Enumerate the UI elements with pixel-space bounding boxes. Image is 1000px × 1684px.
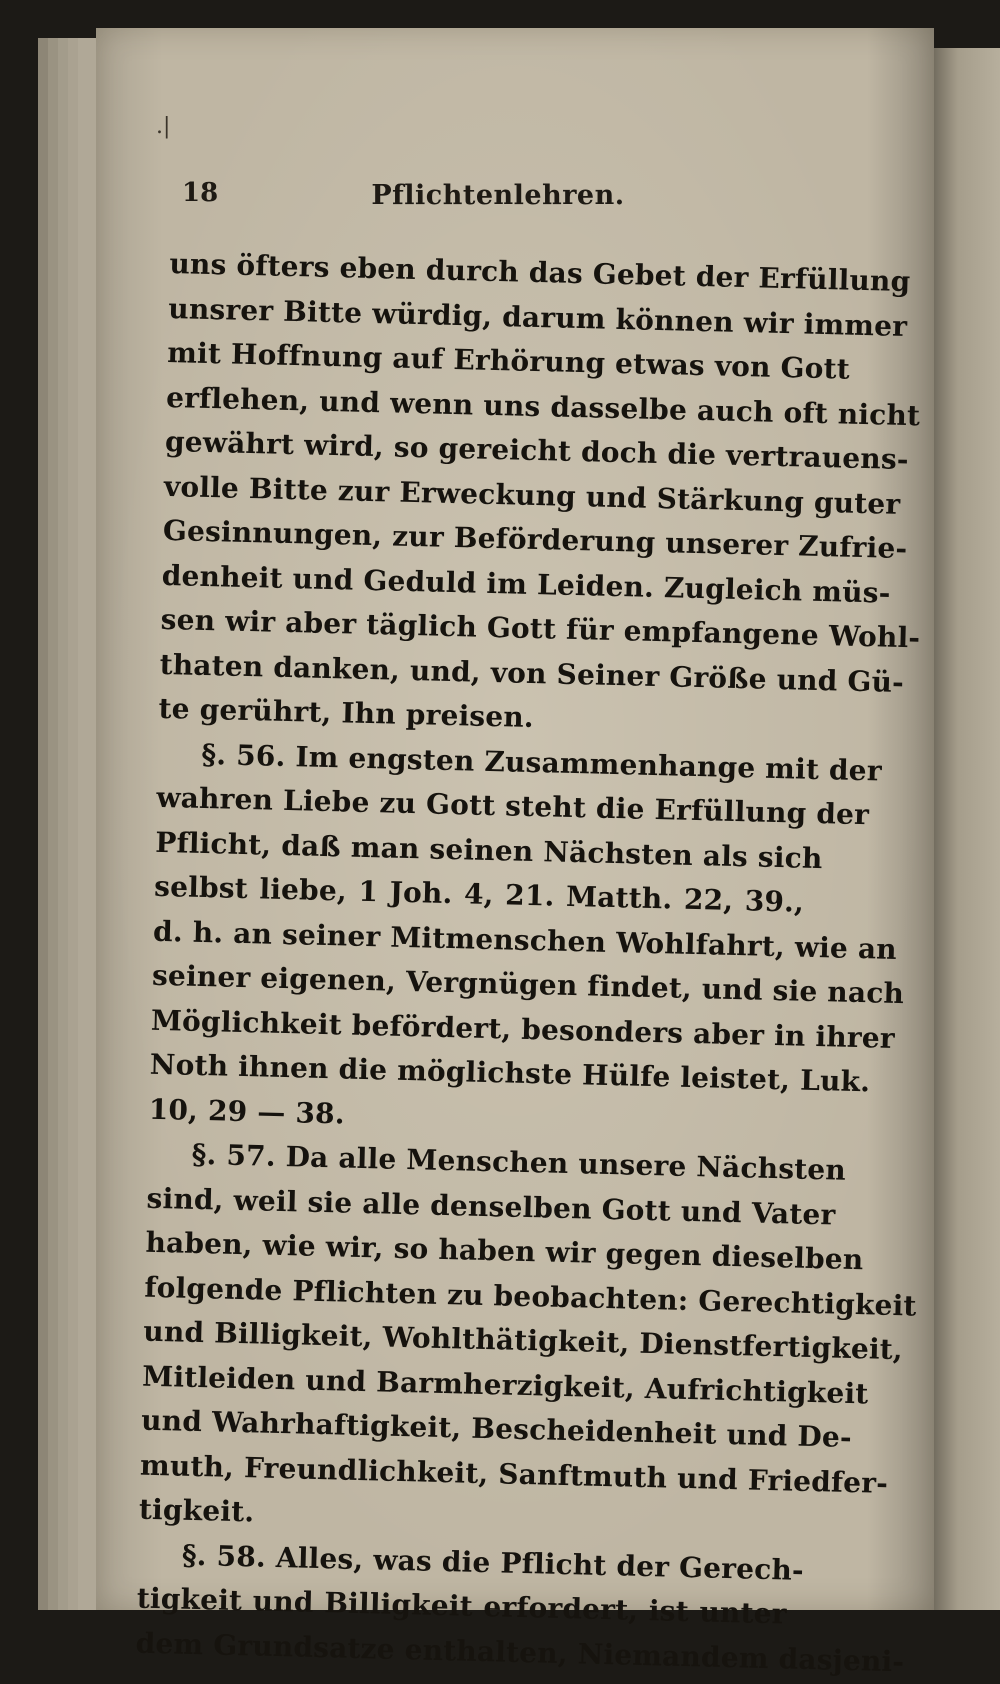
text-line: erflehen, und wenn uns dasselbe auch oft nicht <box>165 380 921 432</box>
body-text <box>135 242 921 1681</box>
text-line: seiner eigenen, Vergnügen findet, und sie nach <box>151 958 905 1011</box>
text-line: thaten danken, und, von Seiner Größe und Gü- <box>159 647 905 699</box>
text-line: uns öfters eben durch das Gebet der Erfüllung <box>169 246 911 299</box>
text-line: §. 57. Da alle Menschen unsere Nächsten <box>191 1137 847 1187</box>
text-line: tigkeit. <box>138 1492 255 1529</box>
text-line: muth, Freundlichkeit, Sanftmuth und Friedfer- <box>139 1448 889 1500</box>
text-line: haben, wie wir, so haben wir gegen dieselben <box>145 1225 864 1277</box>
text-line: volle Bitte zur Erweckung und Stärkung guter <box>163 469 901 521</box>
text-line: §. 56. Im engsten Zusammenhange mit der <box>201 737 883 788</box>
text-line: und Wahrhaftigkeit, Bescheidenheit und De- <box>140 1403 853 1455</box>
text-line: und Billigkeit, Wohlthätigkeit, Dienstfertigkeit, <box>142 1314 904 1367</box>
text-line: Pflicht, daß man seinen Nächsten als sich <box>154 825 823 875</box>
text-line: Mitleiden und Barmherzigkeit, Aufrichtigkeit <box>141 1359 869 1410</box>
text-line: sen wir aber täglich Gott für empfangene Wohl- <box>160 602 921 655</box>
text-line: mit Hoffnung auf Erhörung etwas von Gott <box>166 335 851 386</box>
running-title: Pflichtenlehren. <box>371 180 625 211</box>
text-line: folgende Pflichten zu beobachten: Gerechtigkeit <box>144 1270 917 1323</box>
text-line: Noth ihnen die möglichste Hülfe leistet, Luk. <box>149 1047 871 1099</box>
text-line: te gerührt, Ihn preisen. <box>158 691 535 735</box>
text-line: d. h. an seiner Mitmenschen Wohlfahrt, wie an <box>152 914 898 966</box>
text-line: 10, 29 — 38. <box>148 1092 346 1131</box>
text-line: dem Grundsatze enthalten, Niemandem dasjeni- <box>135 1626 905 1678</box>
page-sheet <box>96 28 934 1678</box>
facing-page-edge <box>930 48 1000 1610</box>
text-line: wahren Liebe zu Gott steht die Erfüllung der <box>156 780 870 832</box>
text-line: §. 58. Alles, was die Pflicht der Gerech- <box>181 1538 805 1587</box>
text-line: Möglichkeit befördert, besonders aber in ihrer <box>150 1003 896 1055</box>
text-line: denheit und Geduld im Leiden. Zugleich müs- <box>161 558 891 610</box>
text-line: tigkeit und Billigkeit erfordert, ist unter <box>136 1581 788 1631</box>
text-line: sind, weil sie alle denselben Gott und Vater <box>146 1181 836 1232</box>
page-header <box>182 178 814 228</box>
page-number: 18 <box>182 178 219 208</box>
text-line: Gesinnungen, zur Beförderung unserer Zufrie- <box>162 513 908 566</box>
text-line: unsrer Bitte würdig, darum können wir immer <box>167 291 908 343</box>
text-line: gewährt wird, so gereicht doch die vertrauens- <box>164 424 910 477</box>
text-line: selbst liebe, 1 Joh. 4, 21. Matth. 22, 39., <box>153 869 805 919</box>
stray-ink-mark: .| <box>156 114 171 139</box>
